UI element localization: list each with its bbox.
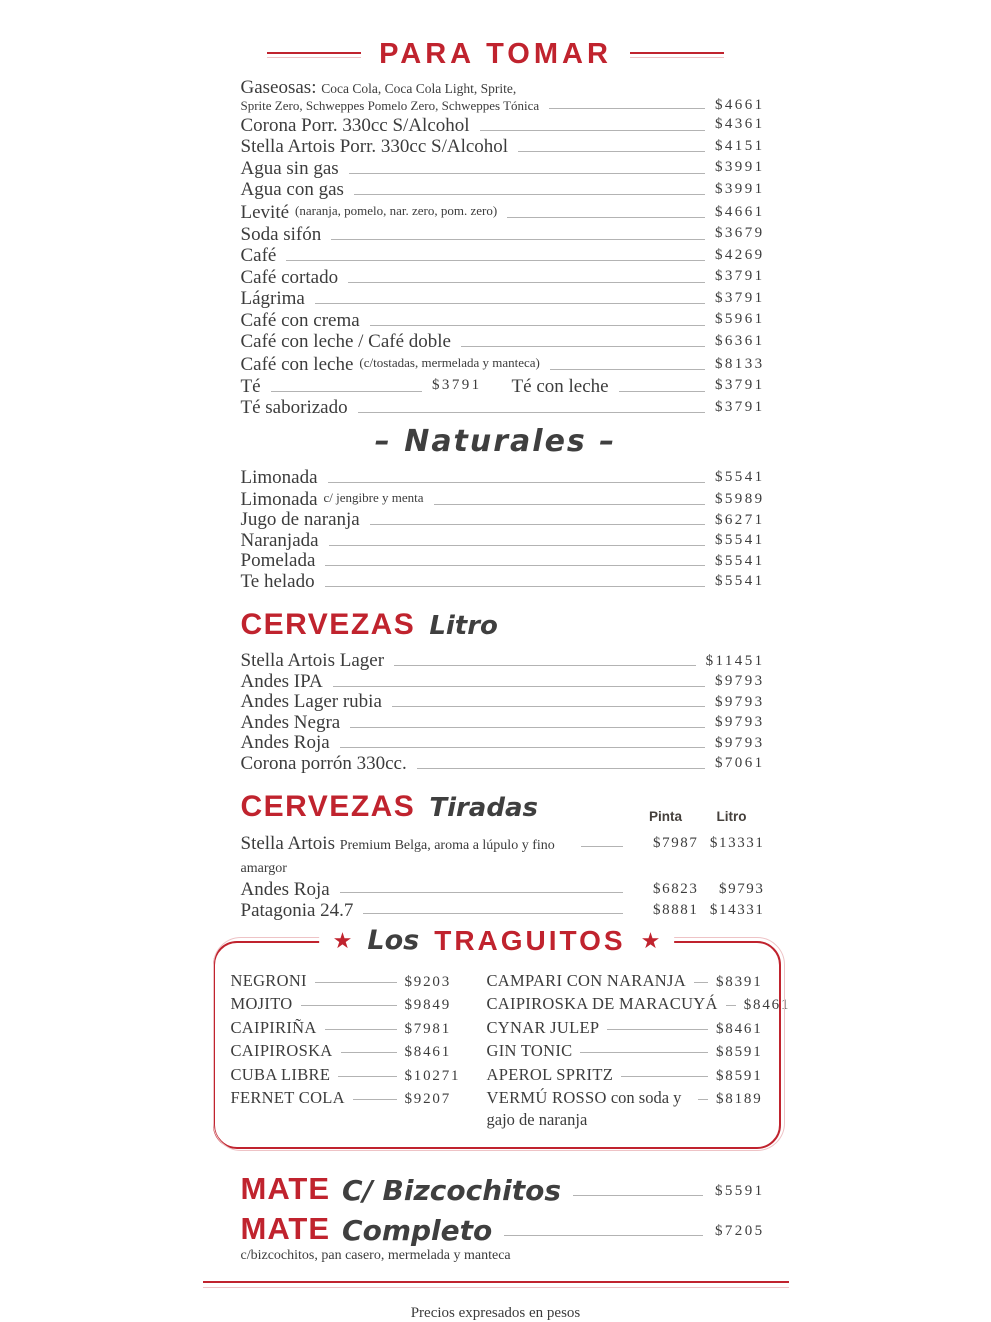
item-price-litro: $9793 <box>719 880 765 897</box>
item-name-script: C/ Bizcochitos <box>342 1174 562 1207</box>
item-price: $4661 <box>715 203 765 220</box>
item-name: Andes IPA <box>240 670 323 692</box>
item-price: $10271 <box>404 1067 461 1084</box>
item-label <box>487 1087 691 1131</box>
item-name: CAIPIROSKA DE MARACUYÁ <box>486 994 718 1013</box>
menu-item-row <box>241 352 765 375</box>
item-name: Corona Porr. 330cc S/Alcohol <box>240 114 470 136</box>
item-price: $6271 <box>715 511 765 528</box>
menu-item-row-gaseosas <box>241 79 765 114</box>
cervezas-tiradas-list <box>203 833 789 921</box>
item-label <box>487 1017 600 1039</box>
section-title-script: Tiradas <box>429 792 538 823</box>
column-header-pinta: Pinta <box>648 808 682 824</box>
dotted-leader <box>619 391 705 392</box>
menu-item-row <box>241 136 765 158</box>
section-title-script: Los <box>367 925 420 956</box>
dotted-leader <box>417 768 705 769</box>
item-price: $9203 <box>404 973 451 990</box>
menu-item-row <box>241 397 765 419</box>
menu-item-row <box>241 651 765 672</box>
dotted-leader <box>549 108 705 109</box>
menu-item-row <box>241 488 765 510</box>
item-price: $9793 <box>715 673 765 689</box>
menu-item-row <box>241 114 765 136</box>
section-title-red: TRAGUITOS <box>434 924 626 956</box>
item-name: GIN TONIC <box>486 1041 573 1060</box>
item-price: $5541 <box>715 469 765 485</box>
item-price: $3991 <box>715 180 765 197</box>
menu-item-row <box>231 1017 467 1041</box>
item-note: (naranja, pomelo, nar. zero, pom. zero) <box>295 203 498 218</box>
cervezas-litro-list <box>241 651 765 774</box>
item-price-litro: $14331 <box>709 901 765 918</box>
item-name: Andes Negra <box>240 711 341 733</box>
star-icon: ★ <box>332 927 353 953</box>
item-prices <box>633 879 765 900</box>
item-name: Stella Artois Lager <box>240 650 385 671</box>
item-name: Té saborizado <box>240 397 348 418</box>
menu-item-row-mate-completo <box>241 1211 765 1247</box>
menu-item-row-mate-bizcochitos <box>241 1171 765 1207</box>
item-name: Levité <box>240 202 290 223</box>
star-icon: ★ <box>640 927 661 953</box>
para-tomar-list <box>241 114 765 375</box>
item-price: $8461 <box>743 997 791 1013</box>
menu-item-row <box>241 200 765 223</box>
item-price: $3791 <box>715 398 765 415</box>
dotted-leader <box>580 1052 708 1053</box>
item-name: Café con leche / Café doble <box>240 331 451 352</box>
dotted-leader <box>354 194 705 195</box>
item-name: Café con leche <box>240 354 354 375</box>
menu-item-row <box>241 288 765 310</box>
menu-item-row <box>231 993 467 1017</box>
menu-item-row <box>231 1087 467 1111</box>
dotted-leader <box>329 545 705 546</box>
item-name: Andes Lager rubia <box>240 691 382 712</box>
item-price-pinta: $7987 <box>653 834 699 851</box>
menu-item-row <box>241 179 765 201</box>
item-name: Agua sin gas <box>240 157 339 179</box>
item-price: $9793 <box>715 693 765 710</box>
menu-item-row <box>241 671 765 692</box>
item-price: $6361 <box>715 332 765 349</box>
dotted-leader <box>581 846 623 847</box>
dotted-leader <box>621 1076 708 1077</box>
item-price: $5989 <box>715 491 765 507</box>
dotted-leader <box>358 412 705 413</box>
dotted-leader <box>315 303 705 304</box>
item-label <box>487 1064 614 1086</box>
dotted-leader <box>341 1052 397 1053</box>
menu-item-row <box>241 833 765 879</box>
item-price: $8461 <box>716 1020 763 1037</box>
menu-item-row <box>231 970 467 994</box>
menu-item-row <box>241 510 765 531</box>
item-label <box>241 79 540 114</box>
naturales-list <box>241 467 765 592</box>
item-name: Patagonia 24.7 <box>240 899 354 921</box>
menu-item-row <box>241 571 765 592</box>
item-price: $4151 <box>715 137 765 154</box>
menu-item-row <box>241 530 765 551</box>
item-label <box>241 900 354 921</box>
section-title-cervezas-tiradas <box>241 790 789 824</box>
menu-item-row <box>241 753 765 774</box>
item-price: $5541 <box>715 532 765 548</box>
dotted-leader <box>518 151 705 152</box>
item-name: Café con crema <box>240 309 360 331</box>
dotted-leader <box>694 982 708 983</box>
dotted-leader <box>315 982 397 983</box>
menu-item-row <box>241 467 765 488</box>
item-name: VERMÚ ROSSO <box>486 1088 607 1107</box>
item-note: Coca Cola, Coca Cola Light, Sprite, <box>321 81 517 96</box>
item-name: Andes Roja <box>240 732 330 753</box>
section-title-script: Litro <box>429 610 498 641</box>
traguitos-right-column <box>486 970 791 1132</box>
dotted-leader <box>286 260 705 261</box>
menu-item-row <box>487 1064 763 1088</box>
traguitos-box <box>213 924 791 1150</box>
column-header-litro: Litro <box>716 808 747 824</box>
item-price: $4361 <box>715 116 765 132</box>
item-price: $4661 <box>715 96 765 113</box>
item-name-red: MATE <box>240 1211 331 1246</box>
menu-item-row <box>241 245 765 267</box>
item-price: $8591 <box>716 1044 763 1060</box>
item-note: c/bizcochitos, pan casero, mermelada y manteca <box>240 1248 511 1263</box>
item-name: NEGRONI <box>230 970 307 990</box>
item-price: $8391 <box>716 973 763 990</box>
item-price: $8189 <box>716 1091 763 1107</box>
price-column-headers <box>633 809 765 824</box>
menu-item-row <box>241 900 765 921</box>
menu-item-row <box>241 879 765 900</box>
menu-item-row <box>241 692 765 713</box>
dotted-leader <box>507 217 705 218</box>
section-title-red: CERVEZAS <box>240 607 416 641</box>
menu-item-row <box>231 1040 467 1064</box>
item-price: $7205 <box>715 1223 765 1239</box>
dotted-leader <box>434 504 705 505</box>
section-title-red: CERVEZAS <box>240 789 416 823</box>
dotted-leader <box>726 1005 736 1006</box>
item-note: Sprite Zero, Schweppes Pomelo Zero, Schweppes Tónica <box>240 98 540 113</box>
page-title: PARA TOMAR <box>379 38 612 70</box>
bottom-decoration-line <box>203 1281 789 1288</box>
item-name: Lágrima <box>240 288 305 309</box>
item-label <box>487 970 686 992</box>
item-name: APEROL SPRITZ <box>486 1064 614 1084</box>
item-price: $3791 <box>432 377 482 393</box>
item-price: $9793 <box>715 714 765 730</box>
item-price: $8133 <box>715 355 765 372</box>
item-label <box>487 1040 573 1062</box>
item-name: Stella Artois <box>240 832 335 854</box>
dotted-leader <box>573 1195 703 1196</box>
item-name: Stella Artois Porr. 330cc S/Alcohol <box>240 136 509 157</box>
dotted-leader <box>325 565 705 566</box>
dotted-leader <box>370 524 705 525</box>
item-price: $11451 <box>705 652 765 669</box>
item-note: con soda y gajo de naranja <box>486 1088 682 1129</box>
item-label <box>487 993 718 1015</box>
dotted-leader <box>350 727 705 728</box>
menu-item-row <box>241 712 765 733</box>
dotted-leader <box>480 130 705 131</box>
item-name: Té <box>240 375 261 397</box>
menu-item-row <box>241 223 765 245</box>
dotted-leader <box>698 1099 708 1100</box>
item-name: Gaseosas: <box>240 77 317 98</box>
item-name: CAIPIRIÑA <box>230 1017 317 1037</box>
item-name: CAMPARI CON NARANJA <box>486 970 686 990</box>
item-name: Pomelada <box>240 550 316 571</box>
item-name-red: MATE <box>240 1171 331 1206</box>
dotted-leader <box>340 892 623 893</box>
item-price: $3679 <box>715 225 765 241</box>
item-prices <box>633 833 765 854</box>
menu-item-row <box>487 1017 763 1041</box>
item-price: $4269 <box>715 246 765 263</box>
item-name: Té con leche <box>511 375 609 397</box>
dotted-leader <box>353 1099 397 1100</box>
dotted-leader <box>338 1076 396 1077</box>
item-price: $3791 <box>715 268 765 284</box>
menu-item-row <box>241 733 765 754</box>
item-note: c/ jengibre y menta <box>323 489 424 505</box>
item-name: Te helado <box>240 570 315 592</box>
item-price: $5541 <box>715 573 765 589</box>
traguitos-left-column <box>231 970 467 1132</box>
section-title-naturales: – Naturales – <box>374 424 617 459</box>
menu-item-row <box>231 1064 467 1088</box>
dotted-leader <box>325 1029 397 1030</box>
dotted-leader <box>394 665 696 666</box>
item-name: CUBA LIBRE <box>230 1064 331 1084</box>
item-price: $5591 <box>715 1183 765 1199</box>
item-name: Soda sifón <box>240 223 322 245</box>
dotted-leader <box>370 325 705 326</box>
item-name: FERNET COLA <box>230 1088 345 1107</box>
section-title-traguitos <box>319 925 675 957</box>
title-decoration-line-left <box>267 52 361 58</box>
para-tomar-list-after <box>241 397 765 419</box>
menu-item-row <box>487 1040 763 1064</box>
footer-note: Precios expresados en pesos <box>410 1305 581 1321</box>
dotted-leader <box>392 706 705 707</box>
item-price: $5541 <box>715 552 765 569</box>
item-name: CAIPIROSKA <box>230 1041 333 1060</box>
menu-item-row <box>241 331 765 353</box>
item-name: Corona porrón 330cc. <box>240 752 407 774</box>
item-label <box>241 833 571 879</box>
menu-item-row-te <box>241 375 765 397</box>
menu-item-row <box>241 266 765 288</box>
menu-item-row <box>241 157 765 179</box>
item-name: Café cortado <box>240 266 339 288</box>
item-name: Jugo de naranja <box>240 509 360 530</box>
item-price-litro: $13331 <box>709 834 765 851</box>
section-title-cervezas-litro <box>241 608 789 642</box>
item-price: $3991 <box>715 159 765 175</box>
dotted-leader <box>271 391 422 392</box>
dotted-leader <box>348 282 705 283</box>
item-price: $8591 <box>716 1067 763 1084</box>
item-price: $9793 <box>715 734 765 751</box>
menu-item-row <box>487 1087 763 1131</box>
item-price: $7981 <box>404 1020 451 1037</box>
dotted-leader <box>340 747 705 748</box>
dotted-leader <box>349 173 705 174</box>
dotted-leader <box>550 369 705 370</box>
item-name-script: Completo <box>342 1214 493 1247</box>
item-name: MOJITO <box>230 994 293 1013</box>
item-price: $3791 <box>715 377 765 393</box>
dotted-leader <box>328 482 705 483</box>
item-name: Limonada <box>240 488 318 510</box>
menu-item-row <box>241 309 765 331</box>
item-prices <box>633 900 765 921</box>
item-label <box>241 879 330 900</box>
item-price: $7061 <box>715 755 765 771</box>
item-price-pinta: $8881 <box>653 901 699 918</box>
item-note: (c/tostadas, mermelada y manteca) <box>359 355 540 370</box>
title-decoration-line-right <box>630 52 724 58</box>
dotted-leader <box>331 239 705 240</box>
dotted-leader <box>461 346 705 347</box>
item-name: Andes Roja <box>240 878 330 900</box>
dotted-leader <box>301 1005 397 1006</box>
item-name: Naranjada <box>240 529 319 551</box>
menu-item-row <box>487 970 763 994</box>
dotted-leader <box>363 913 622 914</box>
item-name: Agua con gas <box>240 179 344 200</box>
dotted-leader <box>607 1029 708 1030</box>
section-title-para-tomar <box>203 38 789 71</box>
dotted-leader <box>504 1235 703 1236</box>
item-note: Premium Belga, aroma a lúpulo y fino amargor <box>240 837 555 876</box>
dotted-leader <box>325 586 705 587</box>
item-name: CYNAR JULEP <box>486 1017 600 1037</box>
item-price: $3791 <box>715 289 765 306</box>
item-price: $8461 <box>404 1044 451 1060</box>
menu-item-row <box>486 993 791 1017</box>
item-price: $9849 <box>404 997 451 1013</box>
menu-item-row <box>241 551 765 572</box>
item-price: $9207 <box>404 1091 451 1107</box>
item-price: $5961 <box>715 311 765 327</box>
item-price-pinta: $6823 <box>653 880 699 897</box>
item-name: Café <box>240 245 277 266</box>
dotted-leader <box>333 686 705 687</box>
item-name: Limonada <box>240 466 318 488</box>
